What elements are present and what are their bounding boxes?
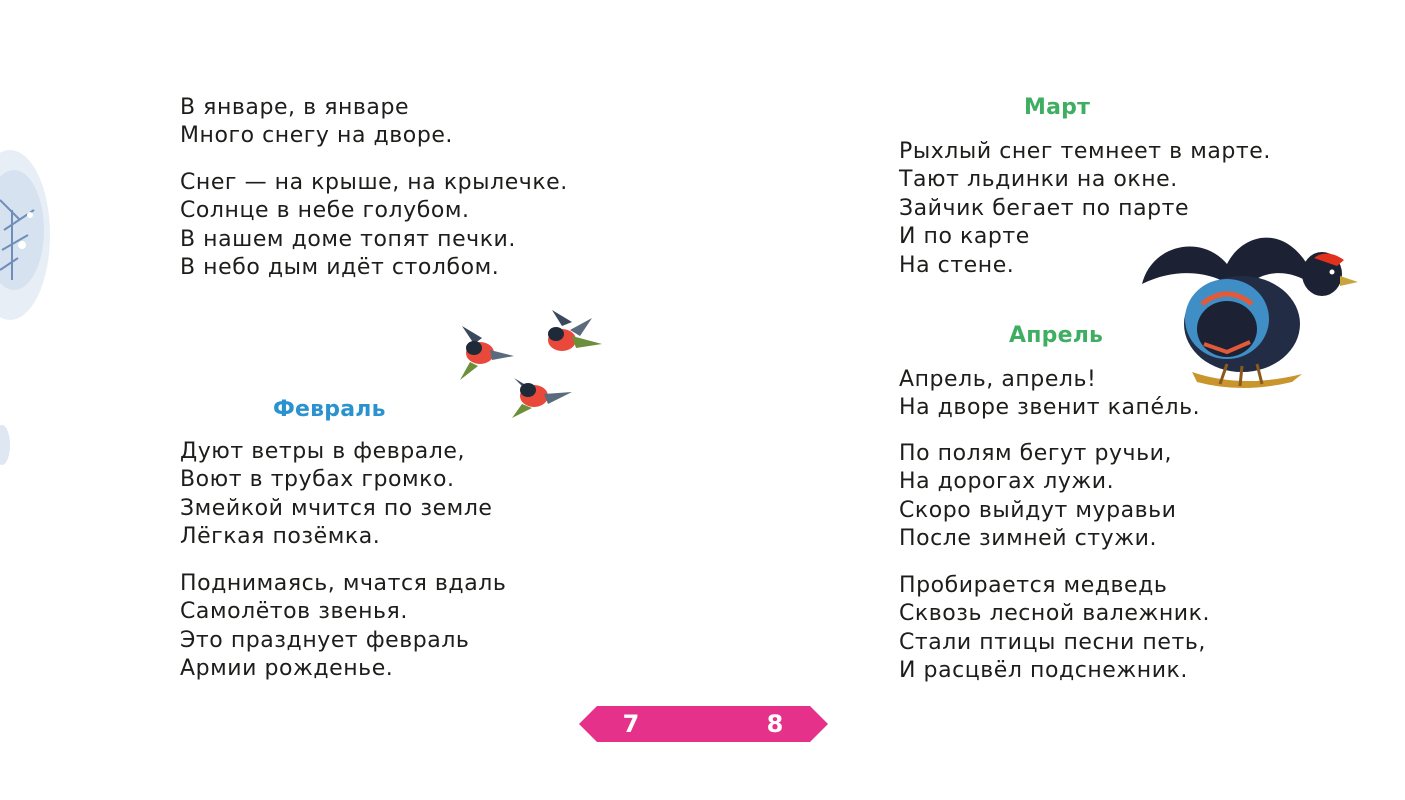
poem-line: Пробирается медведь bbox=[899, 573, 1168, 598]
poem-line: Дуют ветры в феврале, bbox=[180, 439, 466, 464]
poem-line: Воют в трубах громко. bbox=[180, 467, 455, 493]
poem-line: Рыхлый снег темнеет в марте. bbox=[899, 139, 1271, 164]
poem-line: На дорогах лужи. bbox=[899, 469, 1115, 495]
april-stanza-3 bbox=[899, 572, 1210, 686]
january-stanza-1 bbox=[180, 94, 453, 151]
poem-line: Это празднует февраль bbox=[180, 627, 470, 653]
poem-line: Тают льдинки на окне. bbox=[899, 167, 1178, 193]
poem-line: На стене. bbox=[899, 252, 1015, 278]
january-stanza-2 bbox=[180, 169, 568, 283]
poem-line: Снег — на крыше, на крылечке. bbox=[180, 170, 568, 195]
poem-line: Змейкой мчится по земле bbox=[180, 495, 493, 521]
poem-line: Сквозь лесной валежник. bbox=[899, 601, 1211, 627]
page-number-left: 7 bbox=[622, 710, 640, 738]
poem-line: И по карте bbox=[899, 224, 1030, 250]
poem-line: Стали птицы песни петь, bbox=[899, 629, 1206, 655]
poem-line: Апрель, апрель! bbox=[899, 367, 1097, 392]
snowy-tree-illustration bbox=[0, 140, 60, 330]
march-title: Март bbox=[1024, 95, 1091, 120]
bullfinch-birds-illustration bbox=[452, 308, 612, 423]
poem-line: Лёгкая позёмка. bbox=[180, 524, 381, 550]
february-title: Февраль bbox=[273, 397, 386, 422]
poem-line: Скоро выйдут муравьи bbox=[899, 497, 1177, 523]
poem-line: Солнце в небе голубом. bbox=[180, 198, 470, 224]
poem-line: Поднимаясь, мчатся вдаль bbox=[180, 571, 507, 596]
page-number-banner bbox=[579, 706, 828, 742]
april-stanza-1 bbox=[899, 366, 1200, 423]
poem-line: Много снегу на дворе. bbox=[180, 123, 453, 149]
poem-line: И расцвёл подснежник. bbox=[899, 658, 1188, 684]
snow-fragment-illustration bbox=[0, 420, 14, 470]
february-stanza-1 bbox=[180, 438, 493, 552]
poem-line: Армии рожденье. bbox=[180, 656, 394, 682]
poem-line: В январе, в январе bbox=[180, 95, 410, 120]
poem-line: В нашем доме топят печки. bbox=[180, 226, 516, 252]
poem-line: В небо дым идёт столбом. bbox=[180, 255, 500, 281]
poem-line: Зайчик бегает по парте bbox=[899, 195, 1190, 221]
february-stanza-2 bbox=[180, 570, 506, 684]
page-number-right: 8 bbox=[766, 710, 784, 738]
april-stanza-2 bbox=[899, 440, 1177, 554]
poem-line: После зимней стужи. bbox=[899, 526, 1157, 552]
poem-line: По полям бегут ручьи, bbox=[899, 441, 1173, 466]
poem-line: На дворе звенит капе́ль. bbox=[899, 395, 1201, 421]
april-title: Апрель bbox=[1009, 323, 1104, 348]
poem-line: Самолётов звенья. bbox=[180, 599, 408, 625]
